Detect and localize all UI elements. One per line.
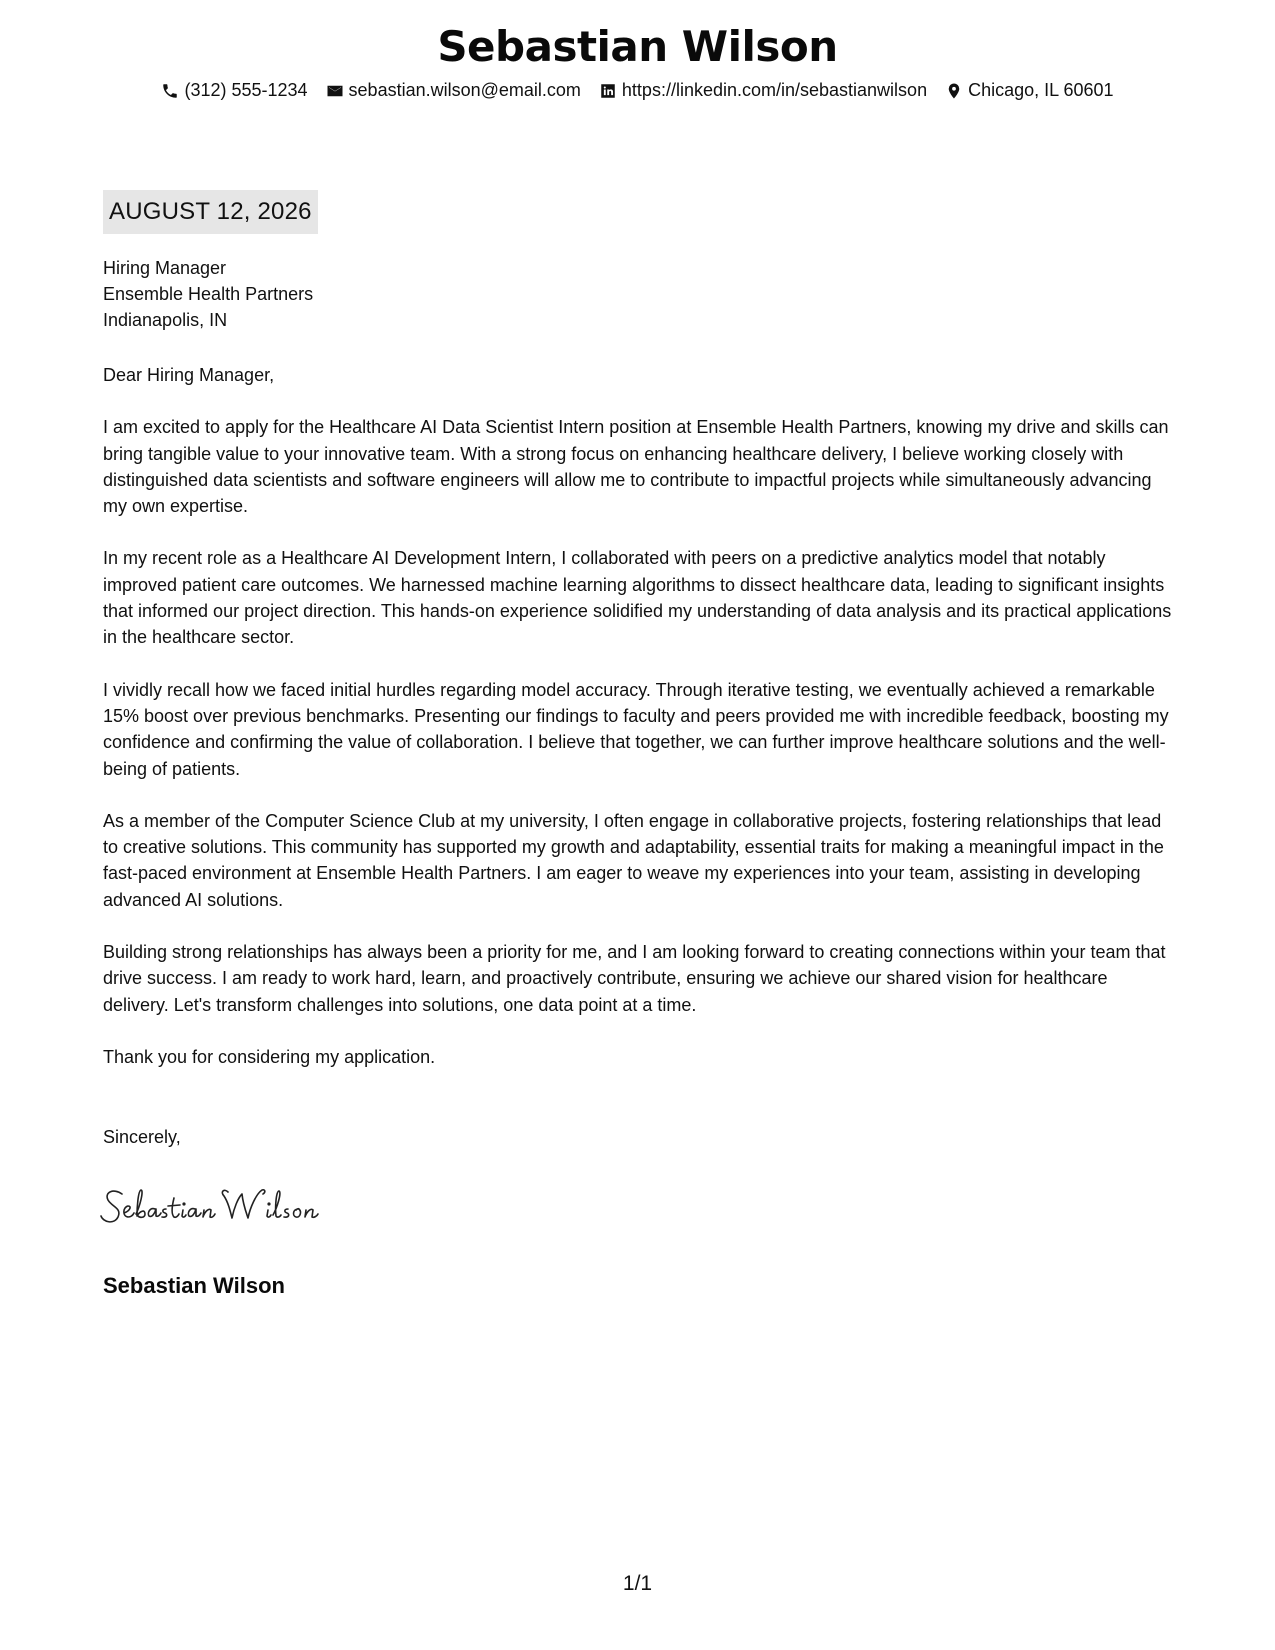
phone-number: (312) 555-1234 <box>184 80 308 100</box>
salutation: Dear Hiring Manager, <box>103 365 275 385</box>
page-number: 1/1 <box>622 1572 653 1595</box>
recipient-location: Indianapolis, IN <box>103 310 228 330</box>
contact-phone <box>161 80 307 101</box>
location-text: Chicago, IL 60601 <box>968 80 1114 100</box>
paragraph-6: Thank you for considering my application. <box>103 1046 436 1067</box>
envelope-icon <box>326 82 344 100</box>
linkedin-url[interactable]: https://linkedin.com/in/sebastianwilson <box>621 80 928 100</box>
paragraph-3: I vividly recall how we faced initial hurdles regarding model accuracy. Through iterative testing, we eventually achieved a remarkable 15% boost over previous benchmarks. Presenting our findings to faculty and peers provided me with incredible feedback, boosting my confidence and confirming the value of collaboration. I believe that together, we can further improve healthcare solutions and the well-being of patients. <box>103 679 1169 779</box>
map-marker-icon <box>945 82 963 100</box>
email-address[interactable]: sebastian.wilson@email.com <box>348 80 581 100</box>
paragraph-4: As a member of the Computer Science Club at my university, I often engage in collaborative projects, fostering relationships that lead to creative solutions. This community has supported my growth and adaptability, essential traits for making a meaningful impact in the fast-paced environment at Ensemble Health Partners. I am eager to weave my experiences into your team, assisting in developing advanced AI solutions. <box>103 810 1164 910</box>
applicant-name-header: Sebastian Wilson <box>437 22 838 71</box>
paragraph-1: I am excited to apply for the Healthcare AI Data Scientist Intern position at Ensemble Health Partners, knowing my drive and skills can bring tangible value to your innovative team. With a strong focus on enhancing healthcare delivery, I believe working closely with distinguished data scientists and software engineers will allow me to contribute to impactful projects while simultaneously advancing my own expertise. <box>103 417 1169 517</box>
recipient-company: Ensemble Health Partners <box>103 284 314 304</box>
recipient-title: Hiring Manager <box>103 258 227 278</box>
paragraph-2: In my recent role as a Healthcare AI Development Intern, I collaborated with peers on a predictive analytics model that notably improved patient care outcomes. We harnessed machine learning algorithms to dissect healthcare data, leading to significant insights that informed our project direction. This hands-on experience solidified my understanding of data analysis and its practical applications in the healthcare sector. <box>103 548 1172 648</box>
letter-date: AUGUST 12, 2026 <box>103 190 318 234</box>
contact-bar <box>0 80 1275 101</box>
closing: Sincerely, <box>103 1127 181 1147</box>
letter-body <box>103 362 1178 1096</box>
linkedin-icon <box>599 82 617 100</box>
signer-name: Sebastian Wilson <box>103 1273 285 1298</box>
recipient-block <box>103 255 313 333</box>
contact-email[interactable] <box>326 80 581 101</box>
contact-linkedin[interactable] <box>599 80 927 101</box>
contact-location <box>945 80 1113 101</box>
handwritten-signature <box>100 1180 370 1230</box>
paragraph-5: Building strong relationships has always been a priority for me, and I am looking forward to creating connections within your team that drive success. I am ready to work hard, learn, and proactively contribute, ensuring we achieve our shared vision for healthcare delivery. Let's transform challenges into solutions, one data point at a time. <box>103 942 1166 1015</box>
phone-icon <box>161 82 179 100</box>
